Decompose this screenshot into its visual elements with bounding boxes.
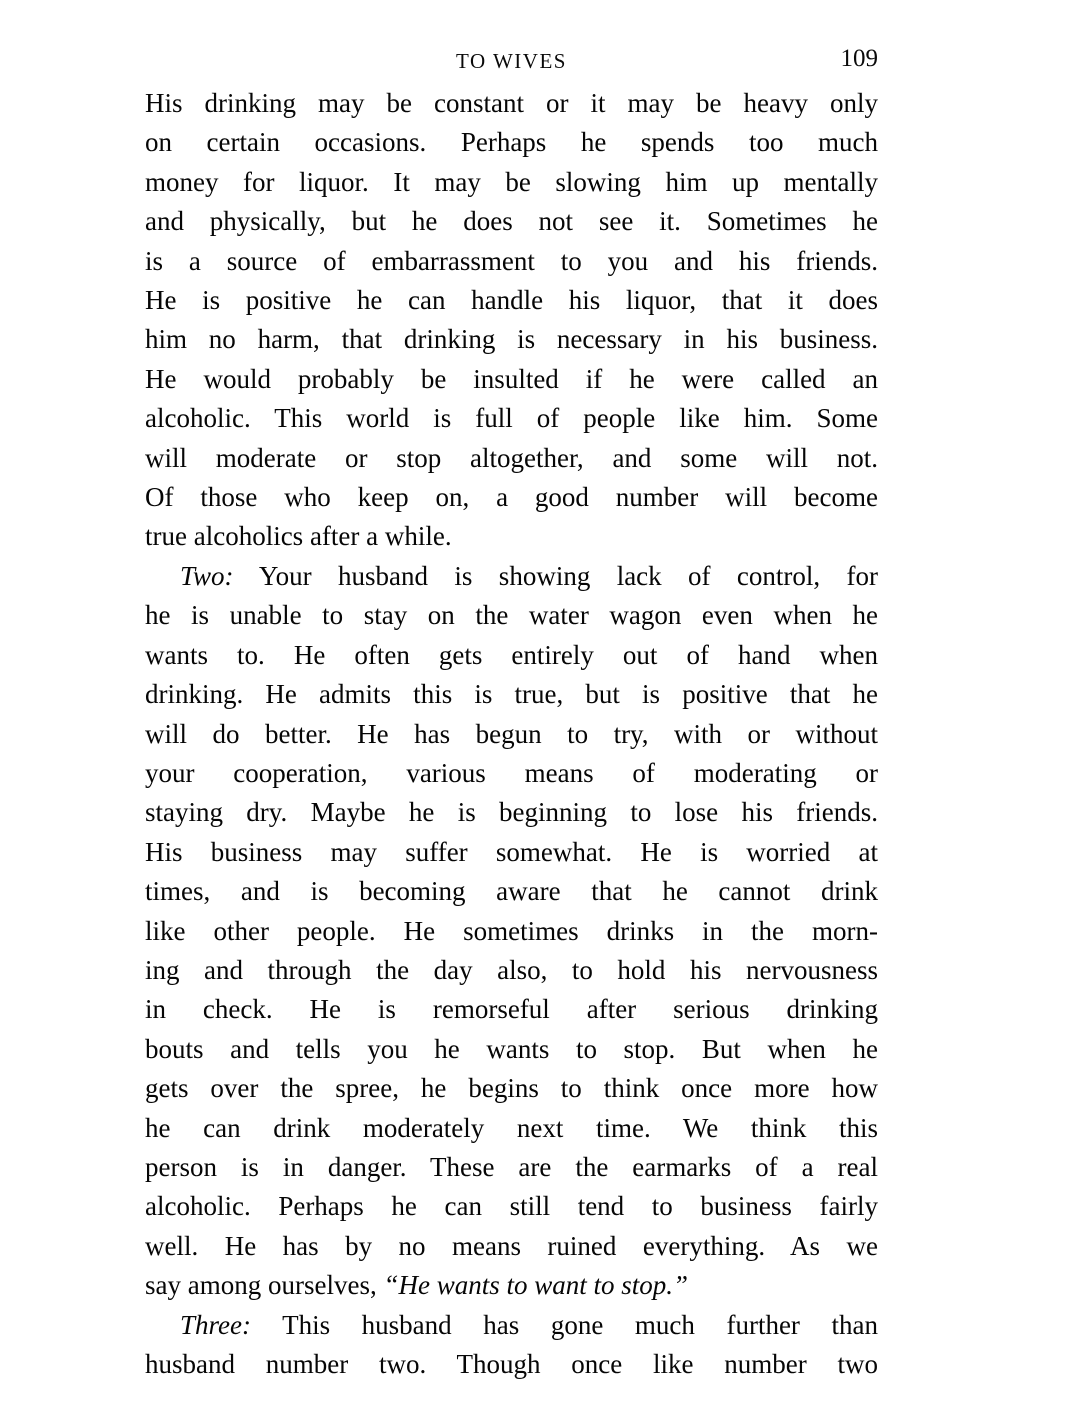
text-line	[145, 872, 878, 911]
text-segment: say among ourselves,	[145, 1270, 384, 1301]
text-segment: He is positive he can handle his liquor, that it does	[145, 285, 878, 316]
text-segment: bouts and tells you he wants to stop. But when he	[145, 1033, 878, 1064]
text-segment: alcoholic. This world is full of people like him. Some	[145, 403, 878, 434]
text-segment: times, and is becoming aware that he cannot drink	[145, 876, 878, 907]
text-line	[145, 557, 878, 596]
text-segment: Of those who keep on, a good number will become	[145, 482, 878, 513]
text-line	[145, 360, 878, 399]
text-segment: is a source of embarrassment to you and his friends.	[145, 245, 878, 276]
text-line	[145, 1109, 878, 1148]
text-segment: your cooperation, various means of moderating or	[145, 757, 878, 788]
page-number: 109	[840, 45, 878, 72]
text-segment: will moderate or stop altogether, and some will not.	[145, 442, 878, 473]
text-line	[145, 1148, 878, 1187]
text-line	[145, 990, 878, 1029]
italic-text-segment: Three:	[180, 1309, 251, 1340]
text-line	[145, 517, 878, 556]
page-body	[145, 84, 878, 1384]
text-segment: will do better. He has begun to try, with or without	[145, 718, 878, 749]
text-line	[145, 439, 878, 478]
text-line	[145, 399, 878, 438]
text-line	[145, 1030, 878, 1069]
text-line	[145, 1227, 878, 1266]
text-segment: person is in danger. These are the earmarks of a real	[145, 1151, 878, 1182]
text-segment: husband number two. Though once like number two	[145, 1349, 878, 1379]
text-line	[145, 1306, 878, 1345]
text-line	[145, 754, 878, 793]
text-segment: money for liquor. It may be slowing him up mentally	[145, 166, 878, 197]
text-line	[145, 833, 878, 872]
text-segment: him no harm, that drinking is necessary in his business.	[145, 324, 878, 355]
text-segment: His business may suffer somewhat. He is worried at	[145, 836, 878, 867]
text-segment: and physically, but he does not see it. Sometimes he	[145, 206, 878, 237]
text-line	[145, 596, 878, 635]
chapter-title: TO WIVES	[456, 49, 567, 73]
text-segment: Your husband is showing lack of control, for	[233, 560, 878, 591]
text-segment: staying dry. Maybe he is beginning to lose his friends.	[145, 797, 878, 828]
text-line	[145, 951, 878, 990]
text-segment: He would probably be insulted if he were called an	[145, 363, 878, 394]
text-segment: in check. He is remorseful after serious drinking	[145, 994, 878, 1025]
text-segment: This husband has gone much further than	[250, 1309, 878, 1340]
text-segment: alcoholic. Perhaps he can still tend to business fairly	[145, 1191, 878, 1222]
text-line	[145, 478, 878, 517]
text-line	[145, 84, 878, 123]
text-segment: ing and through the day also, to hold his nervousness	[145, 954, 878, 985]
text-line	[145, 242, 878, 281]
text-line	[145, 202, 878, 241]
text-segment: well. He has by no means ruined everything. As we	[145, 1230, 878, 1261]
text-line	[145, 1187, 878, 1226]
text-segment: true alcoholics after a while.	[145, 521, 452, 552]
text-line	[145, 123, 878, 162]
text-line	[145, 675, 878, 714]
text-segment: drinking. He admits this is true, but is positive that he	[145, 679, 878, 710]
italic-text-segment: “He wants to want to stop.”	[383, 1270, 689, 1301]
text-segment: gets over the spree, he begins to think once more how	[145, 1073, 878, 1104]
text-line	[145, 636, 878, 675]
running-head	[145, 45, 878, 81]
text-line	[145, 1069, 878, 1108]
text-line	[145, 320, 878, 359]
text-line	[145, 163, 878, 202]
text-segment: he can drink moderately next time. We think this	[145, 1112, 878, 1143]
text-line	[145, 715, 878, 754]
text-line	[145, 1345, 878, 1384]
text-segment: on certain occasions. Perhaps he spends too much	[145, 127, 878, 158]
text-line	[145, 793, 878, 832]
text-segment: he is unable to stay on the water wagon even when he	[145, 600, 878, 631]
italic-text-segment: Two:	[180, 560, 234, 591]
text-line	[145, 281, 878, 320]
text-segment: wants to. He often gets entirely out of hand when	[145, 639, 878, 670]
text-segment: His drinking may be constant or it may be heavy only	[145, 88, 878, 118]
text-line	[145, 912, 878, 951]
text-segment: like other people. He sometimes drinks in the morn-	[145, 915, 878, 946]
text-line	[145, 1266, 878, 1305]
